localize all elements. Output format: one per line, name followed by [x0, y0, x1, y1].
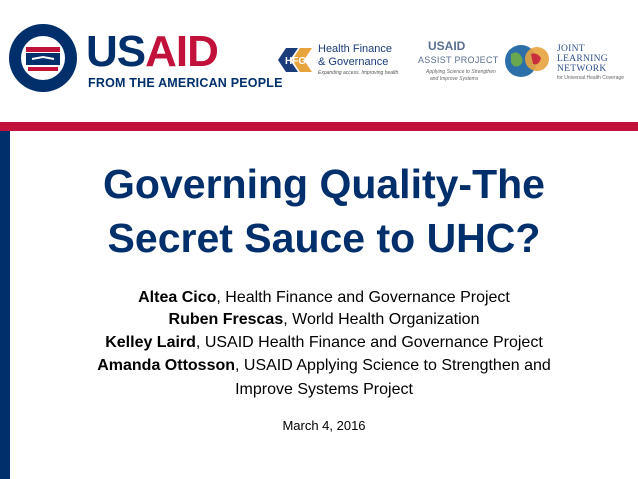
hfg-logo-icon — [276, 44, 316, 76]
author-name: Ruben Frescas — [168, 311, 284, 328]
author-affiliation: , USAID Health Finance and Governance Project — [195, 334, 543, 351]
jln-word-3: NETWORK — [557, 64, 607, 74]
assist-tagline-1: Applying Science to Strengthen — [426, 69, 496, 75]
left-accent-bar — [0, 131, 10, 479]
assist-tagline-2: and Improve Systems — [430, 76, 479, 82]
author-line — [10, 309, 638, 331]
author-affiliation: , World Health Organization — [283, 311, 480, 328]
author-line — [10, 332, 638, 354]
usaid-tagline: FROM THE AMERICAN PEOPLE — [88, 76, 283, 90]
jln-word-2: LEARNING — [557, 54, 608, 64]
hfg-tagline: Expanding access. Improving health. — [318, 70, 400, 76]
presentation-date: March 4, 2016 — [282, 418, 366, 433]
assist-subtitle: ASSIST PROJECT — [418, 55, 499, 65]
author-name: Kelley Laird — [105, 334, 196, 351]
hfg-name-line1: Health Finance — [318, 43, 392, 55]
jln-tagline: for Universal Health Coverage — [557, 75, 624, 81]
author-affiliation: , USAID Applying Science to Strengthen and — [235, 357, 551, 374]
slide-title-line1: Governing Quality-The — [103, 161, 545, 207]
usaid-wordmark-aid: AID — [145, 27, 218, 76]
usaid-wordmark — [86, 27, 218, 76]
slide-title-line2: Secret Sauce to UHC? — [107, 215, 541, 261]
jln-word-1: JOINT — [557, 44, 585, 54]
hfg-name-line2: & Governance — [318, 56, 389, 68]
red-divider — [0, 122, 638, 131]
author-line — [10, 355, 638, 377]
assist-title: USAID — [428, 39, 466, 53]
author-name: Altea Cico — [138, 289, 217, 306]
author-affiliation: Improve Systems Project — [235, 381, 413, 398]
usaid-seal-icon — [8, 23, 78, 93]
author-line — [10, 287, 638, 309]
jln-globe-icon — [503, 42, 553, 80]
author-affiliation: , Health Finance and Governance Project — [216, 289, 510, 306]
svg-text:HFG: HFG — [285, 56, 307, 67]
author-line — [10, 379, 638, 401]
author-name: Amanda Ottosson — [97, 357, 236, 374]
usaid-wordmark-us: US — [86, 27, 146, 76]
